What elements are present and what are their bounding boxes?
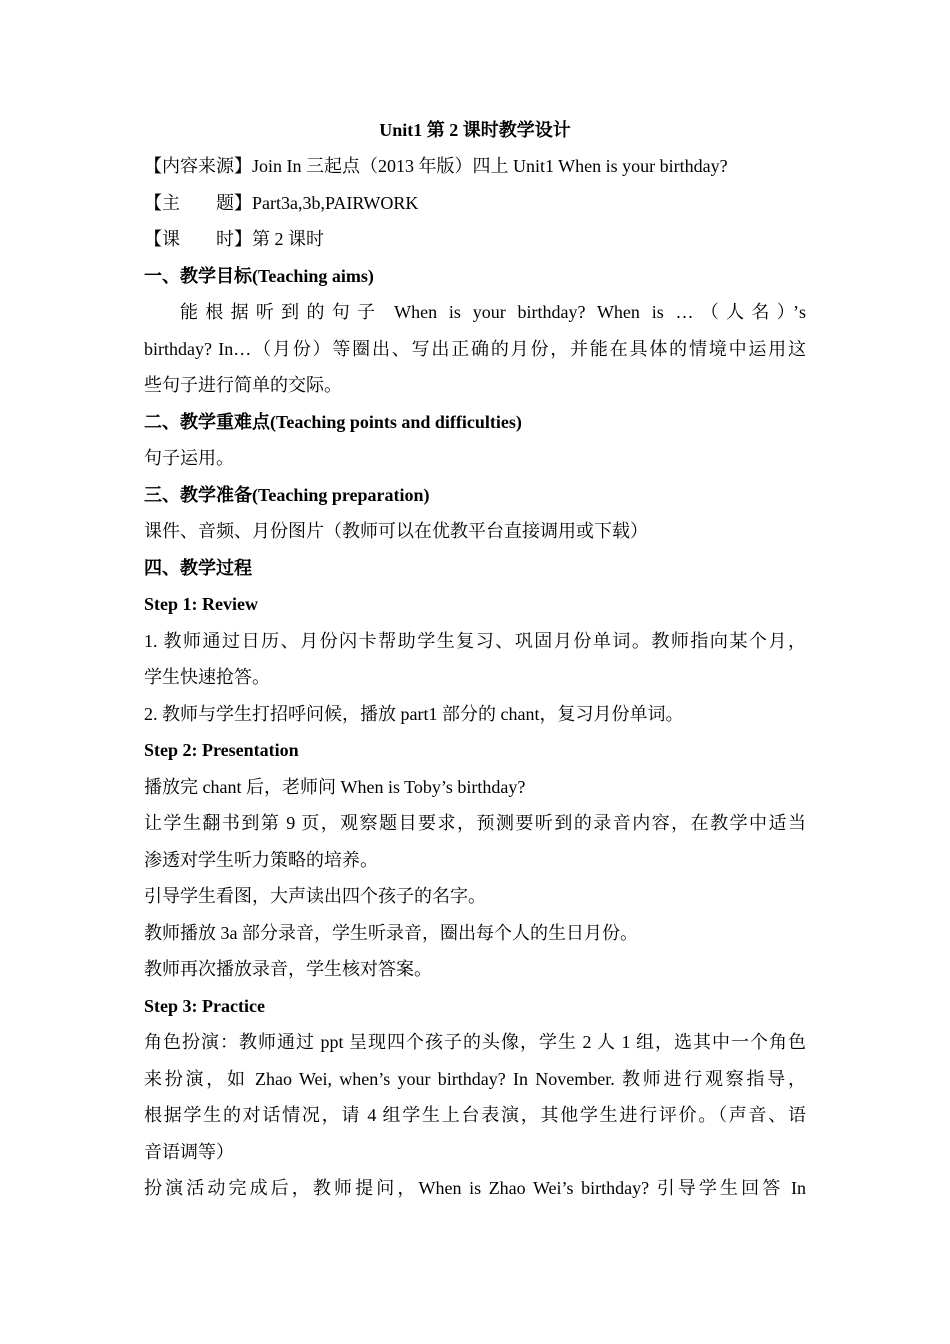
step3-heading: Step 3: Practice: [144, 995, 265, 1016]
aims-line-1: 能根据听到的句子 When is your birthday? When is …（人名）’s: [180, 302, 806, 322]
document-title: Unit1 第 2 课时教学设计: [379, 120, 571, 140]
aims-heading: 一、教学目标(Teaching aims): [144, 265, 374, 286]
document-body: [144, 112, 806, 1207]
process-heading: 四、教学过程: [144, 557, 252, 578]
step3-line-2: 来扮演，如 Zhao Wei, when’s your birthday? In November. 教师进行观察指导，: [144, 1068, 806, 1089]
points-text: 句子运用。: [144, 448, 234, 468]
prep-heading: 三、教学准备(Teaching preparation): [144, 484, 430, 505]
step2-line-3: 渗透对学生听力策略的培养。: [144, 849, 378, 870]
step2-line-5: 教师播放 3a 部分录音，学生听录音，圈出每个人的生日月份。: [144, 922, 638, 943]
step1-heading: Step 1: Review: [144, 594, 258, 614]
step3-line-1: 角色扮演：教师通过 ppt 呈现四个孩子的头像，学生 2 人 1 组，选其中一个角色: [144, 1032, 806, 1052]
step1-line-3: 2. 教师与学生打招呼问候，播放 part1 部分的 chant，复习月份单词。: [144, 703, 684, 724]
aims-line-3: 些句子进行简单的交际。: [144, 375, 342, 395]
step1-line-1: 1. 教师通过日历、月份闪卡帮助学生复习、巩固月份单词。教师指向某个月，: [144, 630, 806, 651]
step2-line-6: 教师再次播放录音，学生核对答案。: [144, 959, 432, 979]
step2-line-1: 播放完 chant 后，老师问 When is Toby’s birthday?: [144, 776, 526, 797]
prep-text: 课件、音频、月份图片（教师可以在优教平台直接调用或下载）: [144, 521, 648, 541]
meta-source: 【内容来源】Join In 三起点（2013 年版）四上 Unit1 When is your birthday?: [144, 156, 728, 176]
step2-heading: Step 2: Presentation: [144, 740, 299, 760]
step3-line-4: 音语调等）: [144, 1141, 234, 1162]
meta-topic: 【主 题】Part3a,3b,PAIRWORK: [144, 192, 419, 213]
step3-line-3: 根据学生的对话情况，请 4 组学生上台表演，其他学生进行评价。（声音、语: [144, 1105, 806, 1125]
step3-line-5: 扮演活动完成后，教师提问，When is Zhao Wei’s birthday? 引导学生回答 In: [144, 1178, 806, 1198]
step2-line-2: 让学生翻书到第 9 页，观察题目要求，预测要听到的录音内容，在教学中适当: [144, 813, 806, 833]
points-heading: 二、教学重难点(Teaching points and difficulties): [144, 411, 522, 432]
step1-line-2: 学生快速抢答。: [144, 667, 270, 687]
aims-line-2: birthday? In…（月份）等圈出、写出正确的月份，并能在具体的情境中运用这: [144, 338, 806, 359]
step2-line-4: 引导学生看图，大声读出四个孩子的名字。: [144, 886, 486, 906]
meta-lesson: 【课 时】第 2 课时: [144, 229, 324, 249]
